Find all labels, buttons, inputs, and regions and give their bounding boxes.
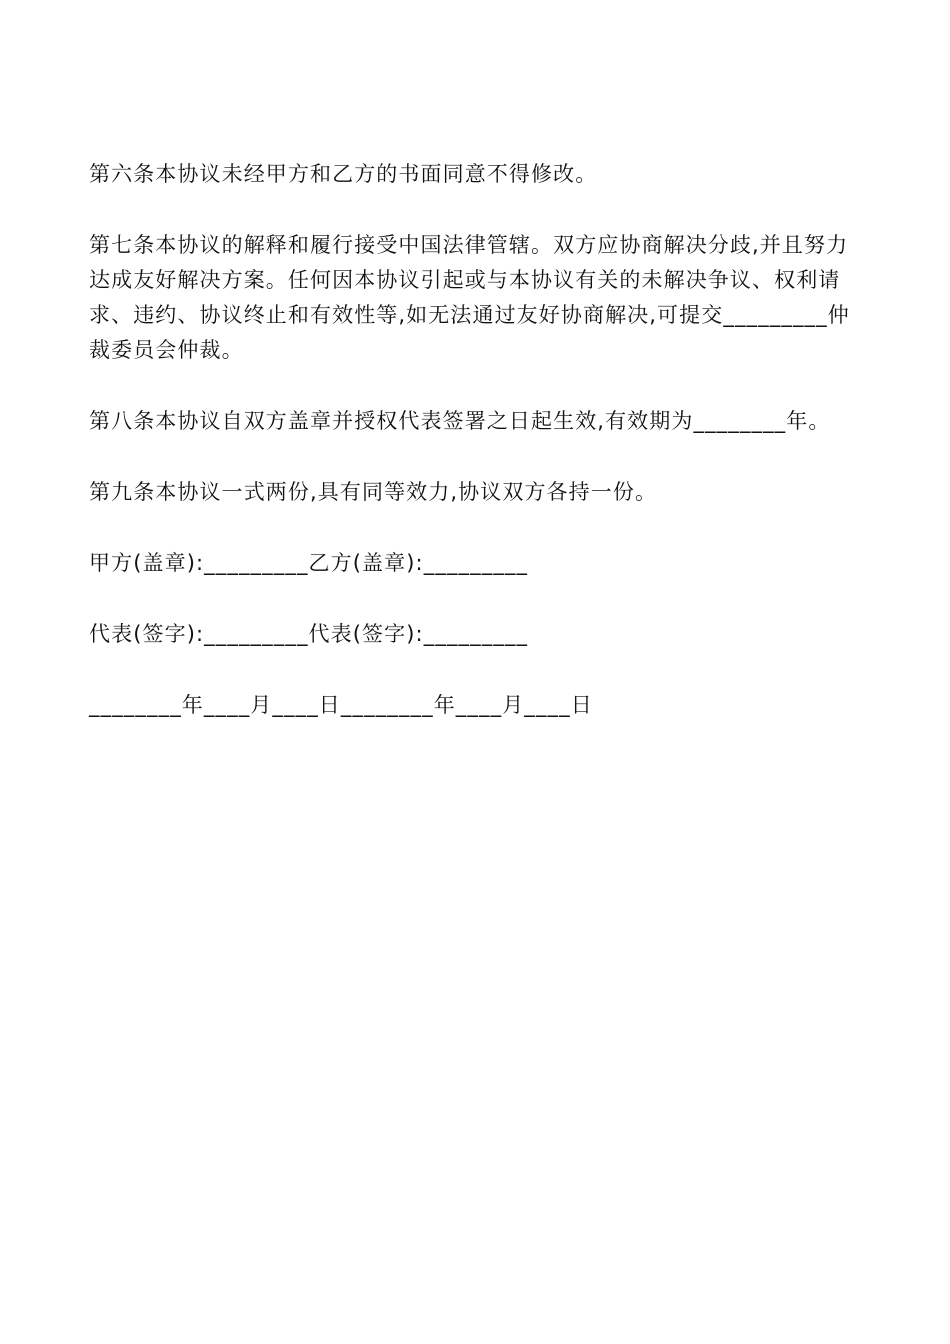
article-6: 第六条本协议未经甲方和乙方的书面同意不得修改。 [89, 162, 598, 186]
article-7: 第七条本协议的解释和履行接受中国法律管辖。双方应协商解决分歧,并且努力达成友好解决方案。任何因本协议引起或与本协议有关的未解决争议、权利请求、违约、协议终止和有效性等,如无法通过友好协商解决,可提交_________仲裁委员会仲裁。 [89, 233, 850, 362]
document-body [89, 157, 861, 723]
date-line: ________年____月____日________年____月____日 [89, 693, 593, 717]
signature-line: 代表(签字):_________代表(签字):_________ [89, 622, 529, 646]
article-8: 第八条本协议自双方盖章并授权代表签署之日起生效,有效期为________年。 [89, 409, 831, 433]
article-9: 第九条本协议一式两份,具有同等效力,协议双方各持一份。 [89, 480, 658, 504]
seal-line: 甲方(盖章):_________乙方(盖章):_________ [89, 551, 529, 575]
